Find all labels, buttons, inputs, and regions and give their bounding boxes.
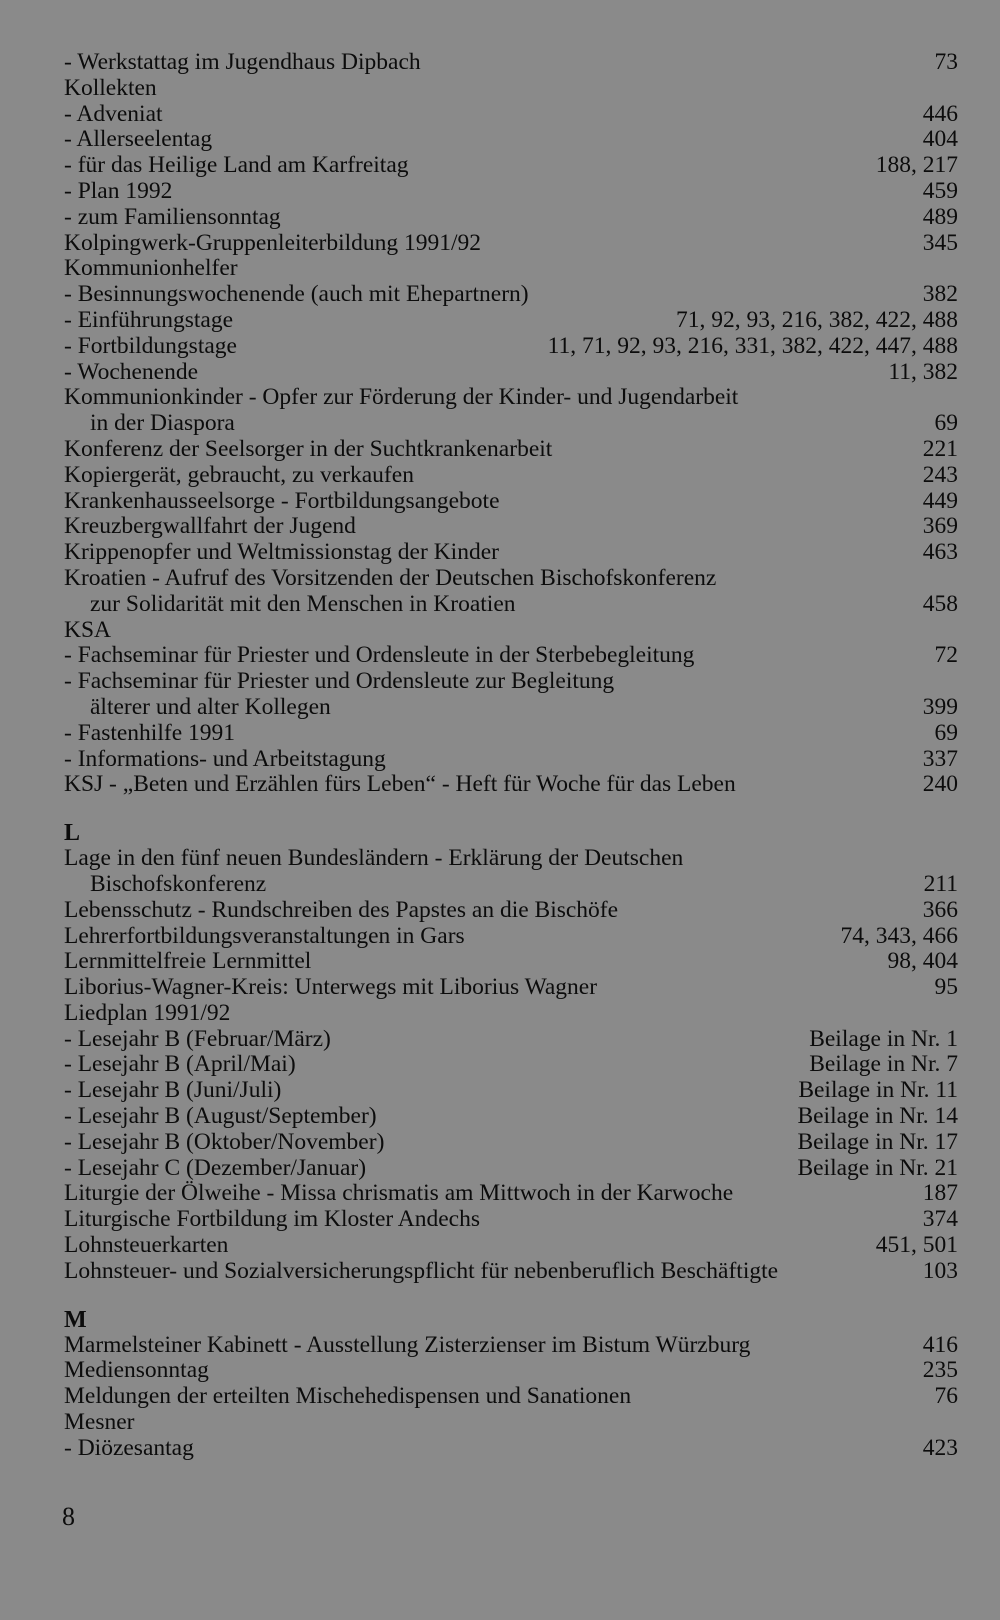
entry-pages: 240 [922, 771, 958, 798]
entry-pages: 11, 382 [888, 358, 958, 385]
entry-pages: 95 [934, 974, 958, 1001]
entry-text: Liborius-Wagner-Kreis: Unterwegs mit Liborius Wagner [64, 974, 598, 1001]
index-entry [64, 463, 958, 489]
entry-pages: 423 [922, 1434, 958, 1461]
index-entry [64, 1436, 958, 1462]
entry-pages: 489 [922, 203, 958, 230]
entry-pages: 69 [934, 410, 958, 437]
index-entry [64, 772, 958, 798]
entry-pages: 74, 343, 466 [840, 922, 958, 949]
entry-text: Kommunionhelfer [64, 255, 238, 282]
entry-pages: Beilage in Nr. 11 [798, 1077, 958, 1104]
entry-text: Kreuzbergwallfahrt der Jugend [64, 513, 356, 540]
entry-pages: 71, 92, 93, 216, 382, 422, 488 [676, 306, 958, 333]
entry-text: älterer und alter Kollegen [90, 693, 331, 720]
entry-pages: 11, 71, 92, 93, 216, 331, 382, 422, 447, 488 [547, 332, 958, 359]
entry-pages: 374 [922, 1206, 958, 1233]
index-entry [64, 256, 958, 282]
entry-text: - Lesejahr B (Oktober/November) [64, 1128, 385, 1155]
index-entry [64, 308, 958, 334]
index-entry [64, 747, 958, 773]
subject-index [64, 50, 958, 1462]
entry-text: Lehrerfortbildungsveranstaltungen in Gars [64, 922, 465, 949]
page-number: 8 [62, 1502, 75, 1531]
index-entry [64, 127, 958, 153]
index-entry [64, 179, 958, 205]
entry-text: Kolpingwerk-Gruppenleiterbildung 1991/92 [64, 229, 482, 256]
entry-text: in der Diaspora [90, 410, 235, 437]
section-letter: M [64, 1306, 87, 1333]
index-entry [64, 975, 958, 1001]
index-entry [64, 1027, 958, 1053]
index-entry [64, 153, 958, 179]
entry-text: zur Solidarität mit den Menschen in Kroatien [90, 590, 516, 617]
index-entry [64, 334, 958, 360]
entry-pages: 188, 217 [875, 152, 958, 179]
entry-text: Lebensschutz - Rundschreiben des Papstes an die Bischöfe [64, 896, 619, 923]
index-entry [64, 76, 958, 102]
entry-pages: Beilage in Nr. 14 [797, 1103, 958, 1130]
entry-text: Lernmittelfreie Lernmittel [64, 948, 312, 975]
entry-pages: Beilage in Nr. 1 [809, 1025, 958, 1052]
entry-text: - Lesejahr B (Februar/März) [64, 1025, 331, 1052]
index-entry [64, 898, 958, 924]
entry-text: Krippenopfer und Weltmissionstag der Kinder [64, 539, 499, 566]
entry-text: Kroatien - Aufruf des Vorsitzenden der Deutschen Bischofskonferenz [64, 564, 717, 591]
entry-text: - Wochenende [64, 358, 199, 385]
entry-pages: 463 [922, 539, 958, 566]
entry-text: Lage in den fünf neuen Bundesländern - Erklärung der Deutschen [64, 845, 684, 872]
entry-pages: 103 [922, 1257, 958, 1284]
entry-text: - Fastenhilfe 1991 [64, 719, 235, 746]
entry-text: - Allerseelentag [64, 126, 213, 153]
index-entry [64, 205, 958, 231]
entry-text: - für das Heilige Land am Karfreitag [64, 152, 409, 179]
index-entry [64, 1358, 958, 1384]
entry-pages: 69 [934, 719, 958, 746]
entry-pages: 211 [923, 870, 958, 897]
entry-pages: Beilage in Nr. 17 [797, 1128, 958, 1155]
index-entry [64, 437, 958, 463]
entry-text: Mesner [64, 1409, 135, 1436]
index-entry [64, 514, 958, 540]
index-entry [64, 540, 958, 566]
entry-text: - Adveniat [64, 100, 163, 127]
entry-text: - Plan 1992 [64, 177, 173, 204]
entry-text: - Diözesantag [64, 1434, 194, 1461]
entry-text: - Einführungstage [64, 306, 234, 333]
entry-pages: 416 [922, 1331, 958, 1358]
entry-pages: 72 [934, 642, 958, 669]
entry-text: - Fachseminar für Priester und Ordensleute zur Begleitung [64, 668, 615, 695]
entry-text: - Fortbildungstage [64, 332, 237, 359]
index-entry [64, 721, 958, 747]
entry-text: Liedplan 1991/92 [64, 999, 231, 1026]
index-entry [64, 385, 958, 411]
entry-text: Kollekten [64, 74, 157, 101]
index-entry [64, 282, 958, 308]
entry-text: Mediensonntag [64, 1357, 209, 1384]
entry-pages: 187 [922, 1180, 958, 1207]
entry-pages: 458 [922, 590, 958, 617]
index-entry [64, 695, 958, 721]
index-entry [64, 592, 958, 618]
entry-text: - Lesejahr C (Dezember/Januar) [64, 1154, 367, 1181]
entry-text: Lohnsteuerkarten [64, 1232, 229, 1259]
entry-text: Kopiergerät, gebraucht, zu verkaufen [64, 461, 414, 488]
entry-text: - Fachseminar für Priester und Ordensleute in der Sterbebegleitung [64, 642, 695, 669]
section-letter: L [64, 820, 81, 847]
index-entry [64, 1259, 958, 1285]
index-entry [64, 846, 958, 872]
index-entry [64, 1156, 958, 1182]
index-entry [64, 643, 958, 669]
index-entry [64, 1078, 958, 1104]
index-entry [64, 618, 958, 644]
index-entry [64, 1207, 958, 1233]
entry-pages: 399 [922, 693, 958, 720]
index-entry [64, 102, 958, 128]
index-entry [64, 1130, 958, 1156]
index-entry [64, 566, 958, 592]
entry-text: Liturgie der Ölweihe - Missa chrismatis am Mittwoch in der Karwoche [64, 1180, 734, 1207]
index-entry [64, 1384, 958, 1410]
entry-pages: 366 [922, 896, 958, 923]
entry-pages: Beilage in Nr. 21 [797, 1154, 958, 1181]
entry-pages: 221 [922, 435, 958, 462]
entry-pages: 73 [934, 49, 958, 75]
index-entry [64, 1181, 958, 1207]
index-entry [64, 50, 958, 76]
entry-text: KSJ - „Beten und Erzählen fürs Leben“ - Heft für Woche für das Leben [64, 771, 736, 798]
entry-pages: 459 [922, 177, 958, 204]
entry-text: KSA [64, 616, 112, 643]
entry-pages: 382 [922, 281, 958, 308]
entry-text: - Werkstattag im Jugendhaus Dipbach [64, 49, 421, 75]
entry-pages: 446 [922, 100, 958, 127]
entry-text: - Besinnungswochenende (auch mit Ehepartnern) [64, 281, 529, 308]
entry-text: - Lesejahr B (April/Mai) [64, 1051, 296, 1078]
index-entry [64, 231, 958, 257]
entry-pages: Beilage in Nr. 7 [809, 1051, 958, 1078]
entry-pages: 449 [922, 487, 958, 514]
index-entry [64, 1233, 958, 1259]
index-entry [64, 360, 958, 386]
index-entry [64, 949, 958, 975]
entry-text: Liturgische Fortbildung im Kloster Andechs [64, 1206, 481, 1233]
index-entry [64, 1410, 958, 1436]
index-entry [64, 1333, 958, 1359]
entry-pages: 337 [922, 745, 958, 772]
entry-text: Kommunionkinder - Opfer zur Förderung der Kinder- und Jugendarbeit [64, 384, 739, 411]
entry-text: Krankenhausseelsorge - Fortbildungsangebote [64, 487, 500, 514]
index-entry [64, 1104, 958, 1130]
entry-pages: 76 [934, 1383, 958, 1410]
entry-pages: 369 [922, 513, 958, 540]
entry-pages: 404 [922, 126, 958, 153]
entry-text: Lohnsteuer- und Sozialversicherungspflicht für nebenberuflich Beschäftigte [64, 1257, 779, 1284]
entry-text: - Informations- und Arbeitstagung [64, 745, 386, 772]
entry-text: Bischofskonferenz [90, 870, 267, 897]
index-entry [64, 872, 958, 898]
entry-pages: 235 [922, 1357, 958, 1384]
entry-text: Marmelsteiner Kabinett - Ausstellung Zisterzienser im Bistum Würzburg [64, 1331, 751, 1358]
entry-text: Konferenz der Seelsorger in der Suchtkrankenarbeit [64, 435, 553, 462]
entry-text: Meldungen der erteilten Mischehedispensen und Sanationen [64, 1383, 632, 1410]
index-entry [64, 669, 958, 695]
index-entry [64, 1052, 958, 1078]
entry-text: - Lesejahr B (Juni/Juli) [64, 1077, 282, 1104]
index-entry [64, 489, 958, 515]
entry-pages: 98, 404 [887, 948, 958, 975]
index-entry [64, 411, 958, 437]
entry-pages: 243 [922, 461, 958, 488]
entry-text: - zum Familiensonntag [64, 203, 281, 230]
entry-text: - Lesejahr B (August/September) [64, 1103, 377, 1130]
entry-pages: 451, 501 [875, 1232, 958, 1259]
index-entry [64, 1001, 958, 1027]
entry-pages: 345 [922, 229, 958, 256]
index-entry [64, 924, 958, 950]
